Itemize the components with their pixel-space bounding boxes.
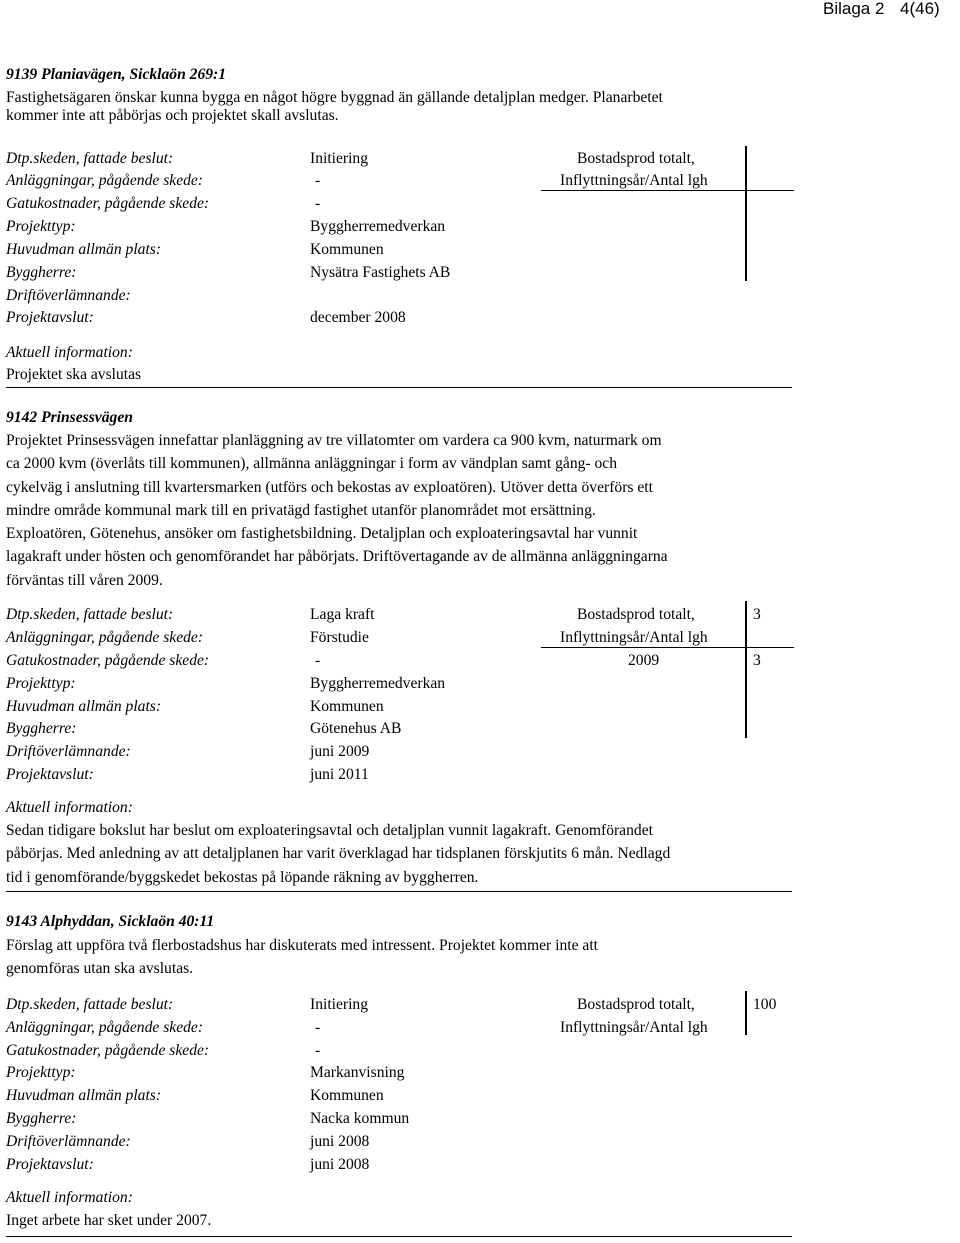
label-byg: Byggherre:: [6, 264, 77, 281]
value-dtp: Initiering: [310, 150, 369, 167]
label-dri: Driftöverlämnande:: [6, 1133, 131, 1150]
inflyttning-count: 3: [753, 652, 761, 669]
intro-line: Projektet Prinsessvägen innefattar planläggning av tre villatomter om vardera ca 900 kvm, naturmark om: [6, 432, 662, 449]
value-byg: Nacka kommun: [310, 1110, 410, 1127]
label-dri: Driftöverlämnande:: [6, 743, 131, 760]
inflyttning-label: Inflyttningsår/Antal lgh: [560, 629, 708, 646]
intro-line: förväntas till våren 2009.: [6, 571, 163, 589]
value-gat: -: [315, 1042, 321, 1059]
appendix-label: Bilaga 2: [823, 0, 885, 18]
value-byg: Nysätra Fastighets AB: [310, 264, 451, 281]
value-anl: Förstudie: [310, 629, 369, 646]
intro-line: genomföras utan ska avslutas.: [6, 960, 194, 978]
label-byg: Byggherre:: [6, 1110, 77, 1127]
value-anl: -: [315, 172, 321, 189]
page-number: 4(46): [900, 0, 940, 18]
value-huv: Kommunen: [310, 241, 384, 258]
label-aktuell: Aktuell information:: [6, 1189, 133, 1206]
inflyttning-label: Inflyttningsår/Antal lgh: [560, 1019, 708, 1036]
label-avs: Projektavslut:: [6, 1156, 94, 1173]
label-anl: Anläggningar, pågående skede:: [6, 1019, 204, 1036]
label-dtp: Dtp.skeden, fattade beslut:: [6, 150, 174, 167]
section-title: 9142 Prinsessvägen: [6, 409, 133, 426]
intro-line: lagakraft under hösten och genomförandet har påbörjats. Driftövertagande av de allmänna anläggningarna: [6, 548, 668, 566]
intro-line: Fastighetsägaren önskar kunna bygga en något högre byggnad än gällande detaljplan medger. Planarbetet: [6, 89, 663, 106]
label-anl: Anläggningar, pågående skede:: [6, 629, 204, 646]
section-divider: [6, 1236, 792, 1237]
intro-line: cykelväg i anslutning till kvartersmarken (utförs och bekostas av exploatören). Utöver detta överförs ett: [6, 478, 653, 496]
label-anl: Anläggningar, pågående skede:: [6, 172, 204, 189]
section-intro: [6, 937, 806, 984]
label-gat: Gatukostnader, pågående skede:: [6, 1042, 210, 1059]
value-avs: december 2008: [310, 309, 406, 326]
value-typ: Byggherremedverkan: [310, 675, 446, 692]
value-avs: juni 2011: [310, 766, 369, 783]
value-gat: -: [315, 195, 321, 212]
section-intro: [6, 432, 806, 595]
label-aktuell: Aktuell information:: [6, 344, 133, 361]
label-huv: Huvudman allmän plats:: [6, 698, 162, 715]
table-divider: [745, 991, 747, 1035]
section-divider: [6, 387, 792, 388]
table-divider: [745, 601, 747, 738]
value-typ: Markanvisning: [310, 1064, 405, 1081]
aktuell-text: Projektet ska avslutas: [6, 366, 142, 383]
value-byg: Götenehus AB: [310, 720, 402, 737]
value-dtp: Laga kraft: [310, 606, 375, 623]
aktuell-text: Inget arbete har sket under 2007.: [6, 1212, 212, 1229]
label-aktuell: Aktuell information:: [6, 799, 133, 816]
label-avs: Projektavslut:: [6, 309, 94, 326]
value-gat: -: [315, 652, 321, 669]
label-byg: Byggherre:: [6, 720, 77, 737]
value-anl: -: [315, 1019, 321, 1036]
bostadsprod-label: Bostadsprod totalt,: [577, 606, 695, 623]
section-title: 9139 Planiavägen, Sicklaön 269:1: [6, 66, 227, 83]
label-typ: Projekttyp:: [6, 675, 76, 692]
intro-line: ca 2000 kvm (överlåts till kommunen), allmänna anläggningar i form av vändplan samt gång- och: [6, 455, 618, 473]
label-huv: Huvudman allmän plats:: [6, 1087, 162, 1104]
value-huv: Kommunen: [310, 1087, 384, 1104]
value-huv: Kommunen: [310, 698, 384, 715]
label-dtp: Dtp.skeden, fattade beslut:: [6, 606, 174, 623]
aktuell-line: påbörjas. Med anledning av att detaljplanen har varit överklagad har tidsplanen förskjutits 6 mån. Nedlagd: [6, 845, 671, 863]
bostadsprod-total: 100: [753, 996, 777, 1013]
value-dtp: Initiering: [310, 996, 369, 1013]
inflyttning-label: Inflyttningsår/Antal lgh: [560, 172, 708, 189]
label-dtp: Dtp.skeden, fattade beslut:: [6, 996, 174, 1013]
label-typ: Projekttyp:: [6, 1064, 76, 1081]
section-divider: [6, 891, 792, 892]
bostadsprod-label: Bostadsprod totalt,: [577, 150, 695, 167]
label-typ: Projekttyp:: [6, 218, 76, 235]
value-typ: Byggherremedverkan: [310, 218, 446, 235]
value-dri: juni 2008: [310, 1133, 370, 1150]
label-avs: Projektavslut:: [6, 766, 94, 783]
bostadsprod-total: 3: [753, 606, 761, 623]
bostadsprod-label: Bostadsprod totalt,: [577, 996, 695, 1013]
label-huv: Huvudman allmän plats:: [6, 241, 162, 258]
intro-line: Exploatören, Götenehus, ansöker om fastighetsbildning. Detaljplan och exploateringsavtal har vunnit: [6, 525, 638, 543]
table-rule: [541, 647, 794, 648]
section-intro: [6, 89, 806, 125]
intro-line: mindre område kommunal mark till en privatägd fastighet utanför planområdet mot ersättning.: [6, 501, 596, 519]
label-dri: Driftöverlämnande:: [6, 287, 131, 304]
value-dri: juni 2009: [310, 743, 370, 760]
value-avs: juni 2008: [310, 1156, 370, 1173]
section-title: 9143 Alphyddan, Sicklaön 40:11: [6, 913, 215, 930]
table-rule: [541, 190, 794, 191]
table-divider: [745, 146, 747, 281]
aktuell-line: tid i genomförande/byggskedet bekostas på löpande räkning av byggherren.: [6, 868, 479, 886]
intro-line: Förslag att uppföra två flerbostadshus har diskuterats med intressent. Projektet kommer inte att: [6, 937, 598, 954]
inflyttning-year: 2009: [628, 652, 660, 669]
aktuell-line: Sedan tidigare bokslut har beslut om exploateringsavtal och detaljplan vunnit lagakraft. Genomförandet: [6, 822, 653, 839]
intro-line: kommer inte att påbörjas och projektet skall avslutas.: [6, 107, 339, 124]
aktuell-text: [6, 822, 806, 892]
label-gat: Gatukostnader, pågående skede:: [6, 652, 210, 669]
label-gat: Gatukostnader, pågående skede:: [6, 195, 210, 212]
